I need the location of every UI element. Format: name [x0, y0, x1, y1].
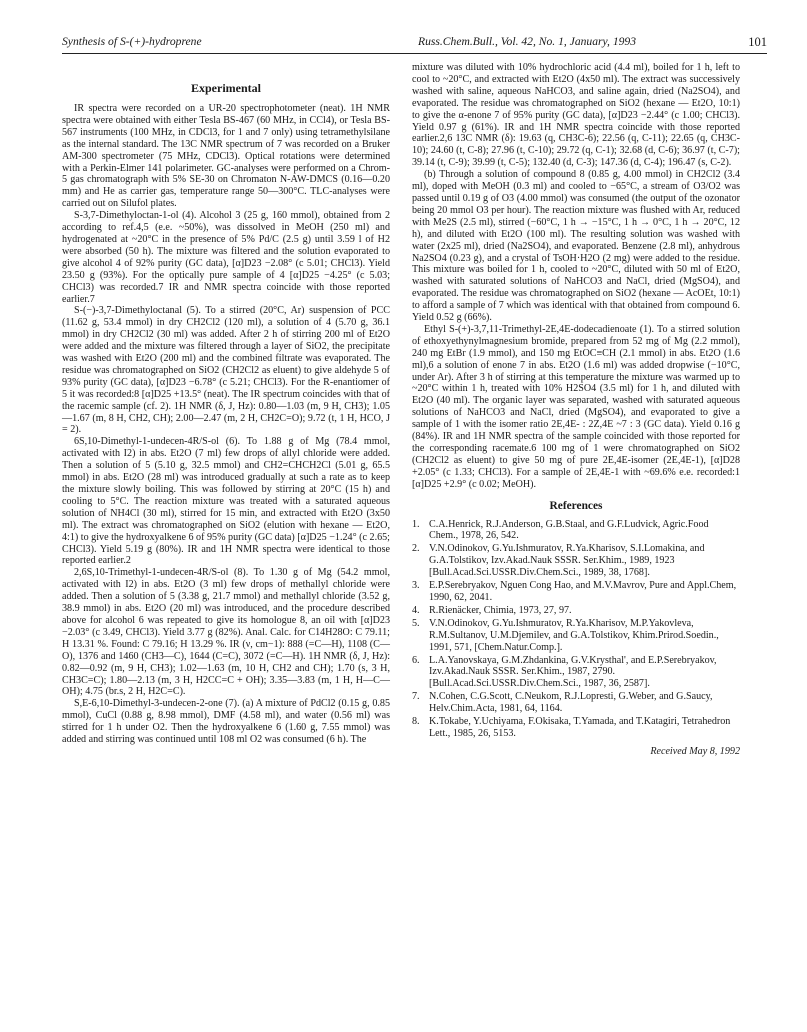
paragraph: S-3,7-Dimethyloctan-1-ol (4). Alcohol 3 (25 g, 160 mmol), obtained from 2 according to ref.4,5 (e.e. ~50%), was dissolved in MeOH (250 ml) and hydrogenated at ~20°C in the presence of 5% Pd/C (2.5 g) until 3.59 l of H2 were absorbed (50 h). The mixture was filtered and the solution evaporated to give alcohol 4 of 92% purity (GC data), [α]D23 −2.08° (c 5.01; CHCl3). Yield 23.50 g (93%). For the optically pure sample of 4 [α]D25 −4.25° (c 5.03; CHCl3) was recorded.7 IR and NMR spectra coincide with those reported earlier.7: [62, 210, 390, 305]
reference-item: [412, 655, 740, 691]
header-rule: [62, 53, 767, 54]
reference-number: 7.: [412, 691, 420, 703]
reference-number: 6.: [412, 654, 420, 666]
paragraph: S-(−)-3,7-Dimethyloctanal (5). To a stirred (20°C, Ar) suspension of PCC (11.62 g, 53.4 mmol) in dry CH2Cl2 (120 ml), a solution of 4 (5.70 g, 36.1 mmol) in dry CH2Cl2 (30 ml) was added. After 2 h of stirring 200 ml of Et2O were added and the mixture was filtered through a layer of SiO2, the precipitate was washed with Et2O (200 ml) and the combined filtrate was evaporated. The residue was chromatographed on SiO2 (CH2Cl2 as eluent) to give aldehyde 5 of 93% purity (GC data), [α]D23 −6.78° (c 5.21; CHCl3). For the R-enantiomer of 5 it was recorded:8 [α]D25 +13.5° (neat). The IR spectrum coincides with that of the racemic sample (cf. 2). 1H NMR (δ, J, Hz): 0.80—1.03 (m, 9 H, CH3); 1.05—1.67 (m, 8 H, CH2, CH); 2.00—2.47 (m, 2 H, CH2C=O); 9.72 (t, 1 H, HCO, J = 2).: [62, 305, 390, 436]
reference-text: C.A.Henrick, R.J.Anderson, G.B.Staal, and G.F.Ludvick, Agric.Food Chem., 1978, 26, 542.: [429, 518, 709, 542]
reference-number: 3.: [412, 580, 420, 592]
left-column: [62, 103, 390, 746]
reference-number: 4.: [412, 604, 420, 616]
paragraph: mixture was diluted with 10% hydrochloric acid (4.4 ml), boiled for 1 h, left to cool to ~20°C, and extracted with Et2O (4x50 ml). The extract was successively washed with saline, aqueous NaHCO3, and saline again, dried (Na2SO4), and evaporated. The residue was chromatographed on SiO2 (hexane — Et2O, 10:1) to give the α-enone 7 of 95% purity (GC data), [α]D23 −2.44° (c 1.00; CHCl3). Yield 0.97 g (61%). IR and 1H NMR spectra coincide with those reported earlier.2,6 13C NMR (δ): 19.63 (q, CH3C-6); 22.56 (q, C-11); 22.65 (q, CH3C-10); 24.60 (t, C-8); 27.96 (t, C-10); 29.72 (q, C-1); 32.68 (d, C-6); 36.97 (t, C-7); 39.14 (t, C-9); 39.99 (t, C-5); 132.40 (d, C-3); 147.36 (d, C-4); 196.47 (s, C-2).: [412, 62, 740, 169]
header-journal: Russ.Chem.Bull., Vol. 42, No. 1, January, 1993: [418, 35, 637, 48]
reference-text: K.Tokabe, Y.Uchiyama, F.Okisaka, T.Yamada, and T.Katagiri, Tetrahedron Lett., 1985, 26, 5153.: [429, 716, 731, 739]
reference-item: [412, 691, 740, 715]
reference-text: N.Cohen, C.G.Scott, C.Neukom, R.J.Lopresti, G.Weber, and G.Saucy, Helv.Chim.Acta, 1981, 64, 1164.: [429, 691, 713, 715]
references-title: References: [549, 499, 603, 512]
reference-item: [412, 716, 740, 740]
reference-item: [412, 605, 740, 617]
paragraph: (b) Through a solution of compound 8 (0.85 g, 4.00 mmol) in CH2Cl2 (3.4 ml), doped with MeOH (0.3 ml) and cooled to −65°C, a stream of O3/O2 was passed until 0.19 g of O3 (4.00 mmol) was consumed (the output of the ozonator being 20 mmol O3 per hour). The reaction mixture was flushed with Ar, reduced with Me2S (2.5 ml), stirred (−60°C, 1 h → −15°C, 1 h → 0°C, 1 h → 20°C, 12 h), and diluted with Et2O (100 ml). The resulting solution was washed with water (2x25 ml), dried (Na2SO4), and evaporated. Benzene (2.8 ml), anhydrous Na2SO4 (0.23 g), and a crystal of TsOH·H2O (2 mg) were added to the residue. This mixture was boiled for 1 h, cooled to ~20°C, diluted with 50 ml of Et2O, washed with saturated solutions of NaHCO3 and NaCl, dried (MgSO4), and evaporated. The residue was chromatographed on SiO2 (hexane — AcOEt, 10:1) to afford a sample of 7 which was identical with that obtained from compound 6. Yield 0.52 g (66%).: [412, 169, 740, 324]
reference-item: [412, 519, 740, 543]
reference-text: V.N.Odinokov, G.Yu.Ishmuratov, R.Ya.Kharisov, M.P.Yakovleva, R.M.Sultanov, U.M.Djemilev, and G.A.Tolstikov, Khim.Prirod.Soedin., 1991, 571, [Chem.Natur.Comp.].: [429, 617, 719, 653]
reference-number: 8.: [412, 716, 420, 728]
reference-item: [412, 543, 740, 579]
paragraph: S,E-6,10-Dimethyl-3-undecen-2-one (7). (a) A mixture of PdCl2 (0.15 g, 0.85 mmol), CuCl (0.88 g, 8.98 mmol), DMF (4.58 ml), and water (0.56 ml) was stirred for 1 h under O2. Then the hydroxyalkene 6 (1.60 g, 7.55 mmol) was added and stirring was continued until 108 ml O2 was consumed (6 h). The: [62, 698, 390, 746]
section-title: Experimental: [191, 81, 261, 95]
reference-number: 1.: [412, 518, 420, 530]
reference-text: V.N.Odinokov, G.Yu.Ishmuratov, R.Ya.Kharisov, S.I.Lomakina, and G.A.Tolstikov, Izv.Akad.Nauk SSSR. Ser.Khim., 1989, 1923 [Bull.Acad.Sci.USSR.Div.Chem.Sci., 1989, 38, 1768].: [429, 543, 705, 579]
received-date: Received May 8, 1992: [650, 745, 740, 757]
paragraph: IR spectra were recorded on a UR-20 spectrophotometer (neat). 1H NMR spectra were obtained with either Tesla BS-467 (60 MHz, in CCl4), or Tesla BS-567 instruments (100 MHz, in CDCl3, for 1 and 7 only) using tetramethylsilane as the internal standard. The 13C NMR spectrum of 7 was recorded on a Bruker AM-300 spectrometer (75 MHz, CDCl3). Optical rotations were determined with a Perkin-Elmer 141 polarimeter. GC-analyses were performed on a Chrom-5 gas chromatograph with 5% SE-30 on Chromaton N-AW-DMCS (0.16—0.20 mm) and He as carrier gas, temperature range 50—300°C. TLC-analyses were carried out on Silufol plates.: [62, 103, 390, 210]
reference-number: 5.: [412, 617, 420, 629]
reference-text: R.Rienäcker, Chimia, 1973, 27, 97.: [429, 604, 572, 616]
reference-text: L.A.Yanovskaya, G.M.Zhdankina, G.V.Krysthal', and E.P.Serebryakov, Izv.Akad.Nauk SSSR. Ser.Khim., 1987, 2790. [Bull.Acad.Sci.USSR.Div.Chem.Sci., 1987, 36, 2587].: [429, 654, 717, 690]
paragraph: 2,6S,10-Trimethyl-1-undecen-4R/S-ol (8). To 1.30 g of Mg (54.2 mmol, activated with I2) in abs. Et2O (3 ml) few drops of methallyl chloride were added. Then a solution of 5 (3.38 g, 21.7 mmol) and methallyl chloride (3.52 g, 38.9 mmol) in abs. Et2O (20 ml) was introduced, and the procedure described above for alcohol 6 was repeated to give its homologue 8, an oil with [α]D23 −2.03° (c 3.49, CHCl3). Yield 3.77 g (82%). Anal. Calc. for C14H28O: C 79.11; H 13.31 %. Found: C 79.16; H 13.29 %. IR (ν, cm−1): 888 (=C—H), 1108 (C—O), 1376 and 1460 (CH3—C), 1644 (C=C), 3072 (=C—H). 1H NMR (δ, J, Hz): 0.82—0.92 (m, 9 H, CH3); 1.02—1.63 (m, 10 H, CH2 and CH); 1.70 (s, 3 H, CH3C=C); 1.80—2.13 (m, 3 H, H2CC=C + OH); 3.35—3.83 (m, 1 H, H—C—OH); 4.75 (br.s, 2 H, H2C=C).: [62, 567, 390, 698]
header-title: Synthesis of S-(+)-hydroprene: [62, 35, 202, 48]
reference-item: [412, 618, 740, 654]
running-header: [62, 35, 767, 51]
paragraph: 6S,10-Dimethyl-1-undecen-4R/S-ol (6). To 1.88 g of Mg (78.4 mmol, activated with I2) in abs. Et2O (7 ml) few drops of allyl chloride were added. Then a solution of 5 (5.10 g, 32.5 mmol) and CH2=CHCH2Cl (5.01 g, 65.5 mmol) in abs. Et2O (28 ml) was introduced gradually at such a rate as to keep the mixture slowly boiling. This was followed by stirring at 20°C (15 h) and cooling to 5°C. The reaction mixture was treated with a saturated aqueous solution of NH4Cl (30 ml), stirred for 15 min, and extracted with Et2O (3x50 ml). The extract was chromatographed on SiO2 (elution with hexane — Et2O, 4:1) to give the hydroxyalkene 6 of 95% purity (GC data) [α]D25 −1.24° (c 2.65; CHCl3). Yield 5.19 g (80%). IR and 1H NMR spectra were identical to those reported earlier.2: [62, 436, 390, 567]
references-list: [412, 519, 740, 740]
paragraph: Ethyl S-(+)-3,7,11-Trimethyl-2E,4E-dodecadienoate (1). To a stirred solution of ethoxyethynylmagnesium bromide, prepared from 52 mg of Mg (2.2 mmol), 240 mg EtBr (1.9 mmol), and 150 mg EtOC≡CH (2.1 mmol) in abs. Et2O (1.6 ml),6 a solution of enone 7 in abs. Et2O (1.6 ml) was added dropwise (−10°C, under Ar). After 3 h of stirring at this temperature the mixture was warmed up to ~20°C within 1 h, treated with 10% H2SO4 (3.5 ml) for 1 h, and diluted with Et2O (40 ml). The organic layer was separated, washed with saturated aqueous solutions of NaHCO3 and NaCl, dried (MgSO4), and evaporated to give a sample of 1 with the isomer ratio 2E,4E- : 2Z,4E ~7 : 3 (GC data). Yield 0.16 g (84%). IR and 1H NMR spectra of the sample coincided with those reported for the corresponding racemate.6 100 mg of 1 were chromatographed on SiO2 (CH2Cl2 as eluent) to give 50 mg of pure 2E,4E-isomer (2E,4E-1), [α]D28 +2.05° (c 1.33; CHCl3). For a sample of 2E,4E-1 with ~69.6% e.e. recorded:1 [α]D25 +2.9° (c 0.02; MeOH).: [412, 323, 740, 490]
reference-item: [412, 580, 740, 604]
reference-text: E.P.Serebryakov, Nguen Cong Hao, and M.V.Mavrov, Pure and Appl.Chem, 1990, 62, 2041.: [429, 580, 737, 603]
right-column: [412, 62, 740, 758]
page-number: 101: [748, 35, 767, 49]
reference-number: 2.: [412, 543, 420, 555]
